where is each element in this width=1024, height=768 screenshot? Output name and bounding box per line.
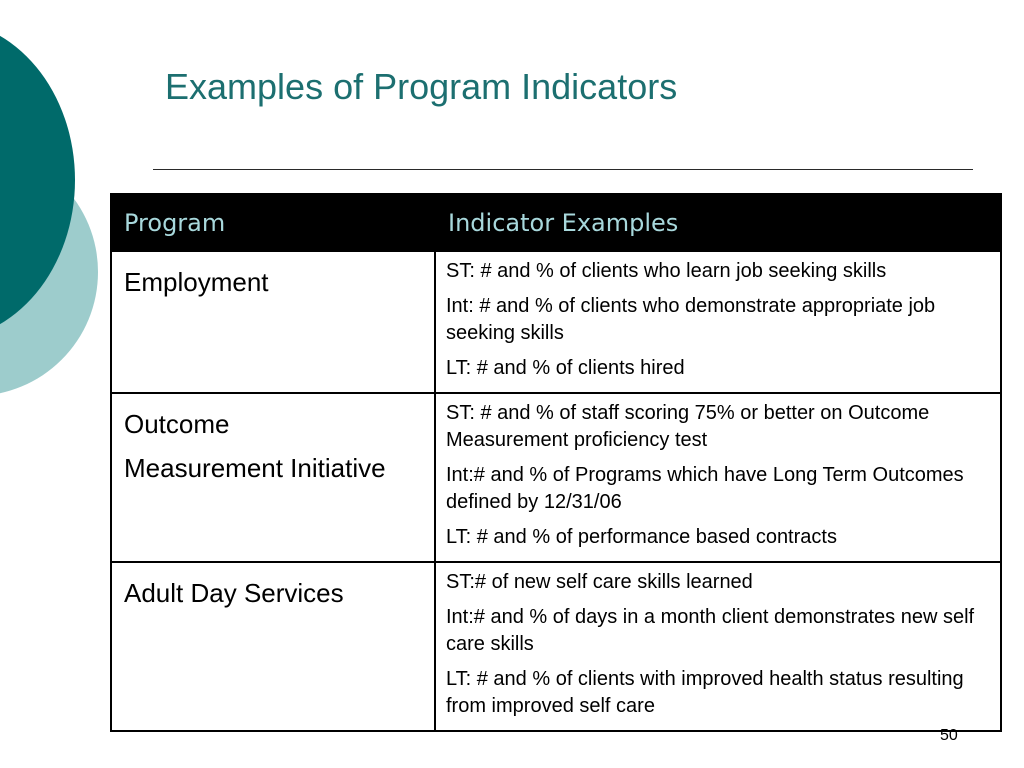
indicator-short-term: ST:# of new self care skills learned [446, 571, 753, 593]
examples-cell [435, 393, 1001, 562]
indicator-long-term: LT: # and % of performance based contracts [446, 526, 837, 548]
program-cell [111, 251, 435, 393]
title-divider [153, 169, 973, 170]
table-row [111, 393, 1001, 562]
indicator-short-term: ST: # and % of staff scoring 75% or better on Outcome Measurement proficiency test [446, 402, 930, 451]
examples-cell [435, 251, 1001, 393]
table-header-row [111, 194, 1001, 251]
page-number: 50 [940, 727, 958, 744]
indicator-long-term: LT: # and % of clients with improved health status resulting from improved self care [446, 668, 964, 717]
indicator-long-term: LT: # and % of clients hired [446, 357, 685, 379]
header-indicator-examples: Indicator Examples [435, 194, 1001, 251]
program-cell [111, 393, 435, 562]
program-cell [111, 562, 435, 731]
program-name-line: Employment [124, 267, 269, 297]
indicator-intermediate: Int:# and % of days in a month client demonstrates new self care skills [446, 606, 975, 655]
table-row [111, 562, 1001, 731]
header-program: Program [111, 194, 435, 251]
examples-cell [435, 562, 1001, 731]
indicator-intermediate: Int:# and % of Programs which have Long Term Outcomes defined by 12/31/06 [446, 464, 964, 513]
table-row [111, 251, 1001, 393]
indicator-intermediate: Int: # and % of clients who demonstrate appropriate job seeking skills [446, 295, 936, 344]
program-name-line: Adult Day Services [124, 578, 344, 608]
indicators-table [110, 193, 1002, 732]
indicator-short-term: ST: # and % of clients who learn job seeking skills [446, 260, 887, 282]
slide-title: Examples of Program Indicators [165, 66, 678, 107]
program-name-line: Outcome [124, 409, 230, 439]
program-name-line: Measurement Initiative [124, 453, 386, 483]
